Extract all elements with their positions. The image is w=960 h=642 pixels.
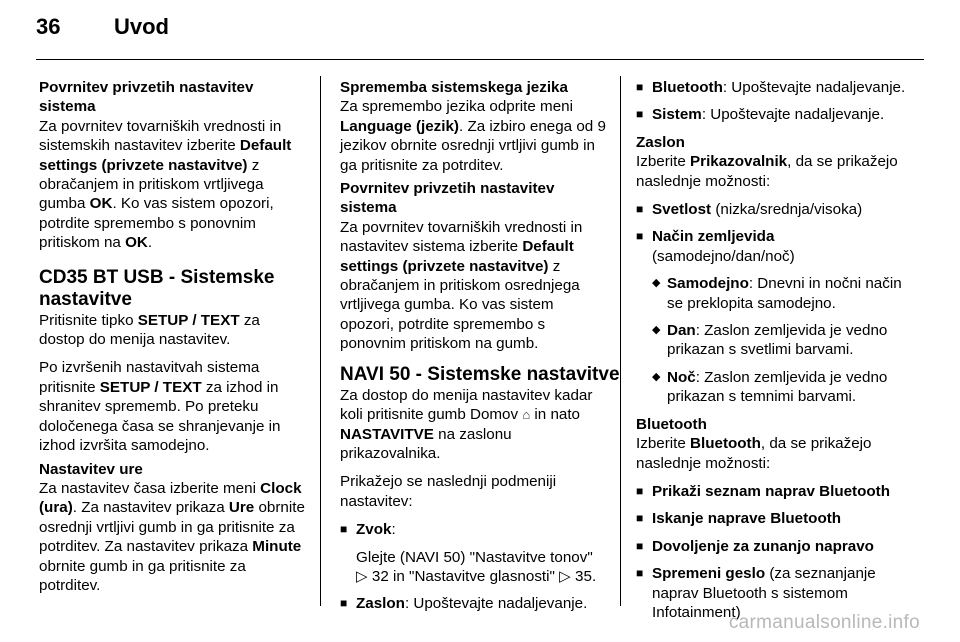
column-1: [39, 78, 307, 604]
list-item-nacin: [636, 227, 906, 266]
paragraph-language: [340, 97, 608, 175]
page-header: [36, 14, 169, 40]
text: Za nastavitev časa izberite meni: [39, 479, 261, 497]
text: za dostop do menija nastavitev.: [39, 311, 260, 349]
text: Za spremembo jezika odprite meni: [340, 98, 573, 116]
bold-text: Dovoljenje za zunanjo napravo: [652, 537, 874, 555]
text: z obračanjem in pritiskom vrtljivega gumba: [39, 156, 264, 213]
sub-list-item-samodejno: [636, 274, 906, 313]
bold-text: OK: [89, 195, 113, 213]
paragraph-bluetooth: [636, 434, 906, 473]
list-item-bluetooth: [636, 78, 906, 97]
watermark: carmanualsonline.info: [728, 612, 920, 633]
list-item-zvok: [340, 520, 608, 539]
paragraph-setup-exit: [39, 358, 307, 455]
text: obrnite gumb in ga pritisnite za potrditev.: [39, 557, 246, 594]
paragraph-navi-access: [340, 386, 608, 464]
subheading-bluetooth: Bluetooth: [636, 415, 707, 433]
bold-text: Samodejno: [667, 275, 749, 293]
text: Glejte (NAVI 50) "Nastavitve tonov": [356, 548, 593, 566]
text: Izberite: [636, 435, 691, 453]
text: Za povrnitev tovarniških vrednosti in nastavitev sistema izberite: [340, 218, 583, 256]
paragraph-setup-access: [39, 311, 307, 350]
sub-list-item-dan: [636, 321, 906, 360]
text: : Upoštevajte nadaljevanje.: [701, 106, 885, 124]
bold-text: Bluetooth: [690, 435, 761, 453]
text: , da se prikažejo naslednje možnosti:: [636, 153, 898, 190]
text: Za povrnitev tovarniških vrednosti in sistemskih nastavitev izberite: [39, 117, 282, 155]
page-reference-arrow-icon: ▷: [356, 567, 368, 585]
square-bullet-icon: ■: [636, 566, 644, 581]
bold-text: Prikaži seznam naprav Bluetooth: [652, 482, 891, 500]
bold-text: Svetlost: [652, 201, 712, 219]
list-item-external-permission: [636, 537, 906, 556]
text: : Zaslon zemljevida je vedno prikazan s svetlimi barvami.: [667, 322, 888, 359]
text: . Za nastavitev prikaza: [72, 499, 229, 517]
text: Izberite: [636, 153, 691, 171]
text: : Zaslon zemljevida je vedno prikazan s temnimi barvami.: [667, 368, 888, 406]
text: : Upoštevajte nadaljevanje.: [404, 595, 588, 613]
column-divider-2: [620, 76, 621, 606]
text: : Upoštevajte nadaljevanje.: [722, 79, 906, 96]
diamond-bullet-icon: ◆: [652, 277, 661, 290]
text: (nizka/srednja/visoka): [711, 201, 863, 219]
square-bullet-icon: ■: [636, 202, 644, 217]
subheading-restore-defaults: Povrnitev privzetih nastavitev sistema: [340, 180, 555, 217]
square-bullet-icon: ■: [636, 229, 644, 244]
list-item-device-list: [636, 482, 906, 501]
paragraph-zaslon: [636, 152, 906, 191]
bold-text: Zvok: [356, 521, 392, 539]
list-item-device-search: [636, 509, 906, 528]
text: . Za izbiro enega od 9 jezikov obrnite osrednji vrtljivi gumb in ga pritisnite za potrditev.: [340, 117, 606, 174]
subheading-zaslon: Zaslon: [636, 133, 685, 151]
square-bullet-icon: ■: [340, 522, 348, 537]
square-bullet-icon: ■: [340, 596, 348, 611]
paragraph-restore-defaults: [39, 117, 307, 253]
diamond-bullet-icon: ◆: [652, 370, 661, 383]
header-rule: [36, 59, 924, 60]
square-bullet-icon: ■: [636, 483, 644, 498]
text: (za seznanjanje naprav Bluetooth s sistemom Infotainment): [652, 565, 876, 621]
page-title: Uvod: [114, 14, 169, 39]
text: Pritisnite tipko: [39, 311, 138, 329]
home-icon: ⌂: [522, 407, 531, 423]
list-item-sistem: [636, 105, 906, 124]
bold-text: SETUP / TEXT: [99, 378, 202, 396]
subheading-language: Sprememba sistemskega jezika: [340, 79, 568, 96]
section-title-cd35: CD35 BT USB - Sistemske nastavitve: [39, 266, 275, 310]
text: :: [391, 521, 396, 539]
text: in nato: [530, 406, 581, 424]
bold-text: Prikazovalnik: [690, 153, 788, 171]
text: .: [147, 234, 153, 252]
text: z obračanjem in pritiskom osrednjega vrtljivega gumba. Ko vas sistem opozori, potrdite spremembo s ponovnim pritiskom na gumb.: [340, 257, 580, 353]
bold-text: Sistem: [652, 106, 702, 124]
text: 35.: [570, 567, 597, 585]
list-item-zvok-reference: [340, 548, 608, 587]
square-bullet-icon: ■: [636, 538, 644, 553]
diamond-bullet-icon: ◆: [652, 324, 661, 337]
column-divider-1: [320, 76, 321, 606]
text: Za dostop do menija nastavitev kadar koli pritisnite gumb Domov: [340, 386, 593, 424]
bold-text: OK: [125, 234, 148, 252]
list-item-svetlost: [636, 200, 906, 219]
bold-text: Ure: [228, 499, 255, 517]
bold-text: Minute: [252, 538, 302, 556]
text: Po izvršenih nastavitvah sistema pritisnite: [39, 359, 260, 396]
text: : Dnevni in nočni način se preklopita samodejno.: [667, 275, 902, 312]
page-number: 36: [36, 14, 61, 39]
text: (samodejno/dan/noč): [652, 247, 795, 265]
paragraph-submenus: Prikažejo se naslednji podmeniji nastavitev:: [340, 473, 557, 510]
bold-text: Način zemljevida: [652, 228, 775, 246]
text: na zaslonu prikazovalnika.: [340, 425, 512, 462]
bold-text: Zaslon: [356, 595, 405, 613]
text: . Ko vas sistem opozori, potrdite spremembo s ponovnim pritiskom na: [39, 195, 274, 252]
square-bullet-icon: ■: [636, 80, 644, 94]
square-bullet-icon: ■: [636, 107, 644, 122]
bold-text: Bluetooth: [652, 79, 723, 96]
column-3: [636, 78, 906, 630]
paragraph-restore-defaults: [340, 218, 608, 354]
bold-text: Language (jezik): [340, 117, 459, 135]
list-item-zaslon: [340, 594, 608, 613]
bold-text: Dan: [667, 322, 696, 340]
bold-text: Default settings (privzete nastavitve): [39, 137, 292, 174]
text: za izhod in shranitev sprememb. Po preteku določenega časa se shranjevanje in izhod izvršita samodejno.: [39, 378, 281, 455]
bold-text: Default settings (privzete nastavitve): [340, 238, 574, 275]
bold-text: Spremeni geslo: [652, 565, 766, 583]
subheading-clock: Nastavitev ure: [39, 460, 143, 478]
bold-text: Clock (ura): [39, 479, 302, 517]
text: 32 in "Nastavitve glasnosti": [367, 567, 560, 585]
bold-text: SETUP / TEXT: [137, 311, 240, 329]
bold-text: Noč: [667, 368, 696, 386]
bold-text: Iskanje naprave Bluetooth: [652, 510, 842, 528]
square-bullet-icon: ■: [636, 511, 644, 526]
column-2: [340, 78, 620, 622]
page-reference-arrow-icon: ▷: [559, 567, 571, 585]
sub-list-item-noc: [636, 368, 906, 407]
subheading-restore-defaults: Povrnitev privzetih nastavitev sistema: [39, 79, 254, 116]
text: , da se prikažejo naslednje možnosti:: [636, 435, 872, 472]
paragraph-clock: [39, 479, 307, 595]
text: obrnite osrednji vrtljivi gumb in ga pritisnite za potrditev. Za nastavitev prikaza: [39, 499, 305, 556]
bold-text: NASTAVITVE: [340, 425, 434, 443]
section-title-navi50: NAVI 50 - Sistemske nastavitve: [340, 363, 620, 385]
